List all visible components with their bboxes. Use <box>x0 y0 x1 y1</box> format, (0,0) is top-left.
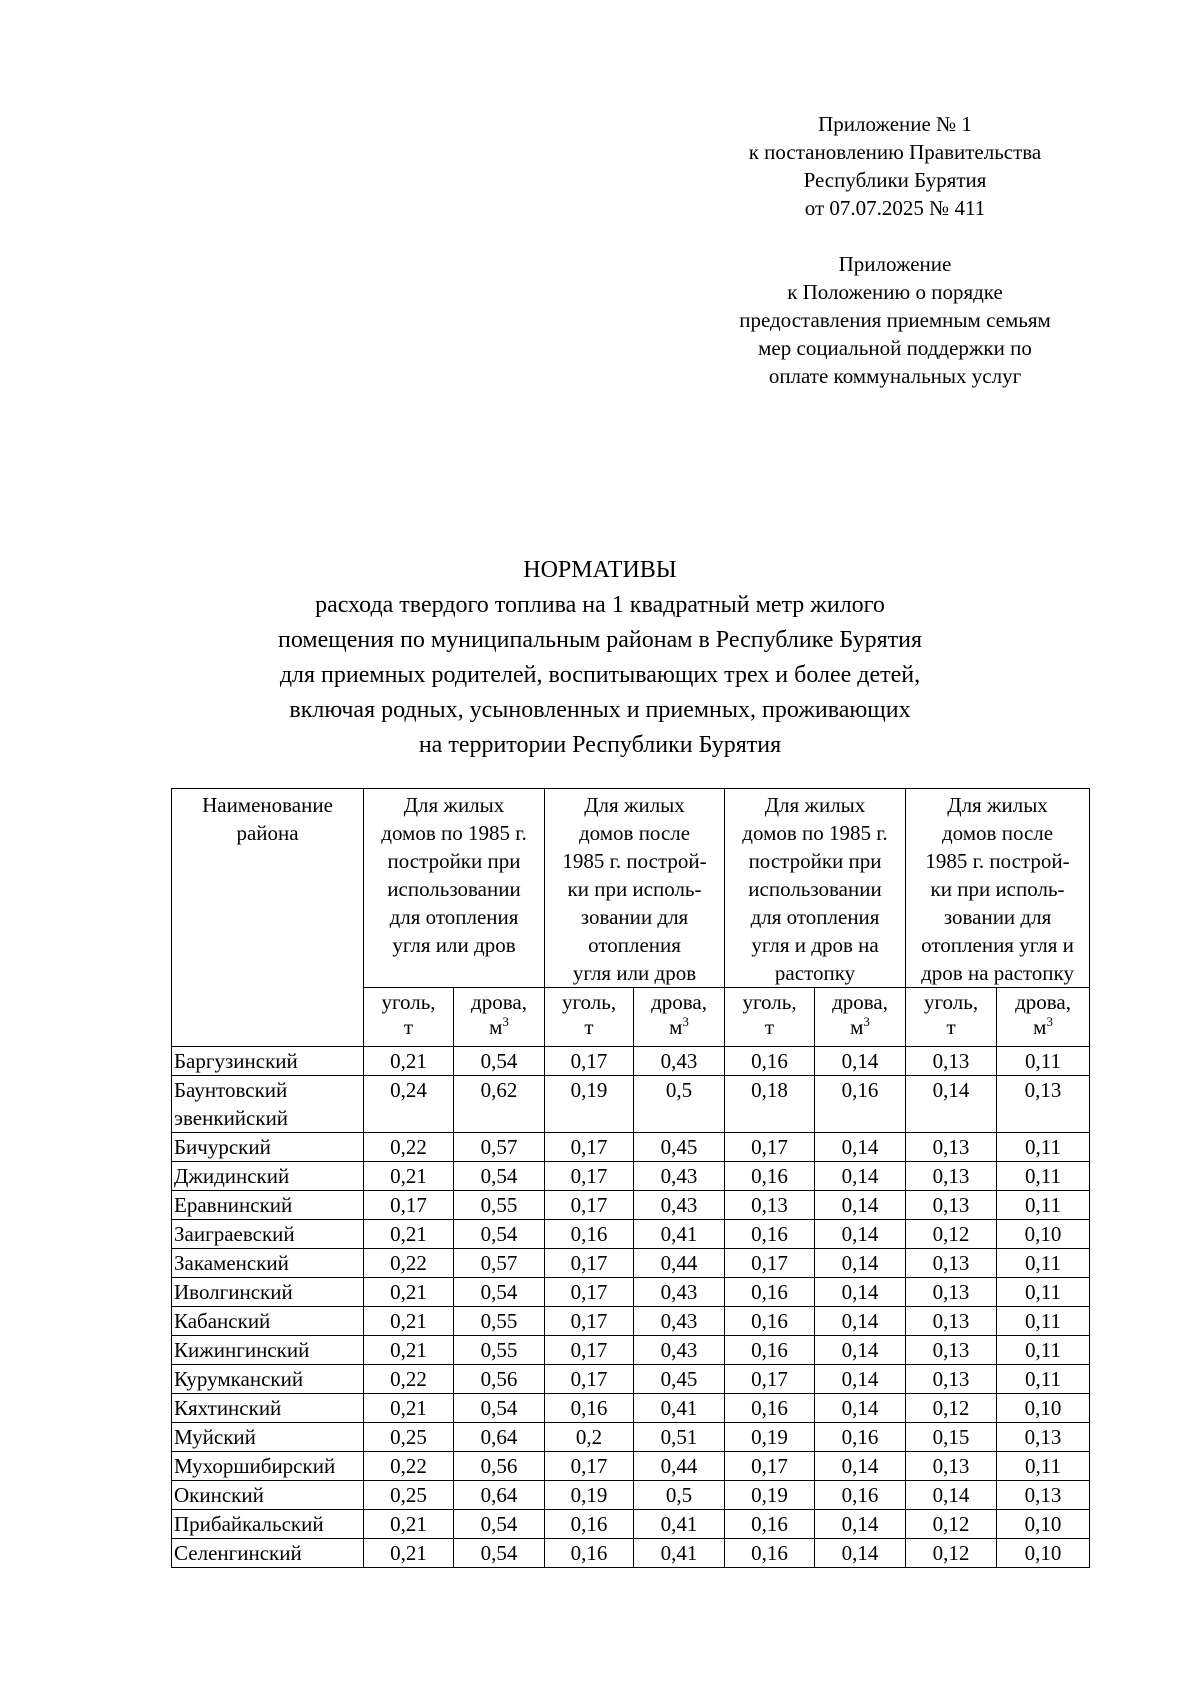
coal-value-cell: 0,25 <box>364 1423 454 1452</box>
coal-value-cell: 0,17 <box>725 1249 815 1278</box>
appendix-1-block <box>690 110 1100 222</box>
wood-value-cell: 0,11 <box>997 1133 1090 1162</box>
unit-header-coal: уголь, т <box>364 988 454 1047</box>
title-heading: НОРМАТИВЫ <box>523 557 677 583</box>
wood-value-cell: 0,13 <box>997 1076 1090 1133</box>
coal-value-cell: 0,17 <box>545 1452 634 1481</box>
coal-value-cell: 0,19 <box>545 1076 634 1133</box>
wood-value-cell: 0,41 <box>634 1220 725 1249</box>
district-name-cell: Кабанский <box>172 1307 364 1336</box>
coal-value-cell: 0,22 <box>364 1452 454 1481</box>
district-name-cell: Кижингинский <box>172 1336 364 1365</box>
table-row <box>172 1307 1090 1336</box>
title-line: включая родных, усыновленных и приемных, проживающих <box>289 697 911 723</box>
coal-value-cell: 0,21 <box>364 1220 454 1249</box>
appendix-1-line: Республики Бурятия <box>803 168 987 192</box>
wood-value-cell: 0,14 <box>815 1047 906 1076</box>
title-line: расхода твердого топлива на 1 квадратный метр жилого <box>315 592 885 618</box>
wood-value-cell: 0,14 <box>815 1249 906 1278</box>
coal-value-cell: 0,22 <box>364 1249 454 1278</box>
wood-value-cell: 0,51 <box>634 1423 725 1452</box>
wood-value-cell: 0,64 <box>454 1481 545 1510</box>
coal-value-cell: 0,16 <box>545 1510 634 1539</box>
coal-value-cell: 0,13 <box>906 1365 997 1394</box>
coal-value-cell: 0,17 <box>725 1365 815 1394</box>
coal-value-cell: 0,16 <box>545 1394 634 1423</box>
appendix-2-line: предоставления приемным семьям <box>739 308 1051 332</box>
coal-value-cell: 0,22 <box>364 1133 454 1162</box>
appendix-1-line: от 07.07.2025 № 411 <box>804 196 986 220</box>
wood-value-cell: 0,14 <box>815 1307 906 1336</box>
wood-value-cell: 0,14 <box>815 1336 906 1365</box>
wood-value-cell: 0,10 <box>997 1539 1090 1568</box>
wood-value-cell: 0,5 <box>634 1076 725 1133</box>
table-row <box>172 1481 1090 1510</box>
wood-value-cell: 0,43 <box>634 1162 725 1191</box>
wood-value-cell: 0,43 <box>634 1191 725 1220</box>
wood-value-cell: 0,14 <box>815 1278 906 1307</box>
coal-value-cell: 0,16 <box>725 1220 815 1249</box>
coal-value-cell: 0,17 <box>545 1047 634 1076</box>
coal-value-cell: 0,17 <box>545 1365 634 1394</box>
wood-value-cell: 0,13 <box>997 1423 1090 1452</box>
wood-value-cell: 0,55 <box>454 1336 545 1365</box>
coal-value-cell: 0,13 <box>906 1452 997 1481</box>
coal-value-cell: 0,21 <box>364 1047 454 1076</box>
district-name-cell: Баргузинский <box>172 1047 364 1076</box>
wood-value-cell: 0,16 <box>815 1076 906 1133</box>
appendix-2-block <box>690 250 1100 390</box>
coal-value-cell: 0,21 <box>364 1307 454 1336</box>
wood-value-cell: 0,14 <box>815 1394 906 1423</box>
unit-header-coal: уголь, т <box>725 988 815 1047</box>
wood-value-cell: 0,54 <box>454 1539 545 1568</box>
coal-value-cell: 0,13 <box>906 1162 997 1191</box>
coal-value-cell: 0,16 <box>725 1539 815 1568</box>
coal-value-cell: 0,16 <box>545 1539 634 1568</box>
coal-value-cell: 0,16 <box>725 1162 815 1191</box>
coal-value-cell: 0,17 <box>545 1133 634 1162</box>
wood-value-cell: 0,41 <box>634 1510 725 1539</box>
table-row <box>172 1220 1090 1249</box>
district-name-cell: Курумканский <box>172 1365 364 1394</box>
wood-value-cell: 0,11 <box>997 1452 1090 1481</box>
district-name-cell: Кяхтинский <box>172 1394 364 1423</box>
column-header-district: Наименование района <box>172 789 364 1047</box>
coal-value-cell: 0,19 <box>545 1481 634 1510</box>
coal-value-cell: 0,17 <box>725 1133 815 1162</box>
coal-value-cell: 0,16 <box>725 1278 815 1307</box>
wood-value-cell: 0,54 <box>454 1220 545 1249</box>
coal-value-cell: 0,25 <box>364 1481 454 1510</box>
coal-value-cell: 0,21 <box>364 1510 454 1539</box>
title-line: на территории Республики Бурятия <box>418 732 782 758</box>
wood-value-cell: 0,54 <box>454 1510 545 1539</box>
wood-value-cell: 0,56 <box>454 1452 545 1481</box>
norms-table <box>171 788 1090 1568</box>
wood-value-cell: 0,41 <box>634 1539 725 1568</box>
table-row <box>172 1510 1090 1539</box>
coal-value-cell: 0,14 <box>906 1481 997 1510</box>
table-row <box>172 1162 1090 1191</box>
coal-value-cell: 0,17 <box>545 1307 634 1336</box>
table-row <box>172 1452 1090 1481</box>
wood-value-cell: 0,41 <box>634 1394 725 1423</box>
wood-value-cell: 0,54 <box>454 1278 545 1307</box>
coal-value-cell: 0,17 <box>725 1452 815 1481</box>
wood-value-cell: 0,10 <box>997 1220 1090 1249</box>
coal-value-cell: 0,21 <box>364 1394 454 1423</box>
unit-header-coal: уголь, т <box>545 988 634 1047</box>
coal-value-cell: 0,22 <box>364 1365 454 1394</box>
wood-value-cell: 0,14 <box>815 1510 906 1539</box>
wood-value-cell: 0,10 <box>997 1394 1090 1423</box>
wood-value-cell: 0,43 <box>634 1307 725 1336</box>
appendix-1-line: к постановлению Правительства <box>748 140 1042 164</box>
coal-value-cell: 0,13 <box>906 1191 997 1220</box>
district-name-cell: Иволгинский <box>172 1278 364 1307</box>
coal-value-cell: 0,21 <box>364 1162 454 1191</box>
wood-value-cell: 0,11 <box>997 1191 1090 1220</box>
table-row <box>172 1336 1090 1365</box>
wood-value-cell: 0,14 <box>815 1133 906 1162</box>
coal-value-cell: 0,12 <box>906 1394 997 1423</box>
coal-value-cell: 0,21 <box>364 1539 454 1568</box>
wood-value-cell: 0,13 <box>997 1481 1090 1510</box>
coal-value-cell: 0,13 <box>906 1133 997 1162</box>
coal-value-cell: 0,13 <box>906 1249 997 1278</box>
coal-value-cell: 0,13 <box>906 1047 997 1076</box>
wood-value-cell: 0,11 <box>997 1278 1090 1307</box>
district-name-cell: Джидинский <box>172 1162 364 1191</box>
wood-value-cell: 0,14 <box>815 1452 906 1481</box>
wood-value-cell: 0,14 <box>815 1220 906 1249</box>
unit-header-wood: дрова, $м^3$ <box>634 988 725 1047</box>
table-row <box>172 1423 1090 1452</box>
wood-value-cell: 0,11 <box>997 1307 1090 1336</box>
coal-value-cell: 0,17 <box>545 1278 634 1307</box>
wood-value-cell: 0,43 <box>634 1047 725 1076</box>
column-group-header: Для жилых домов по 1985 г. постройки при использовании для отопления угля и дров на растопку <box>725 789 906 988</box>
coal-value-cell: 0,16 <box>725 1047 815 1076</box>
wood-value-cell: 0,11 <box>997 1249 1090 1278</box>
coal-value-cell: 0,19 <box>725 1481 815 1510</box>
wood-value-cell: 0,43 <box>634 1336 725 1365</box>
appendix-2-line: Приложение <box>838 252 952 276</box>
wood-value-cell: 0,44 <box>634 1249 725 1278</box>
district-name-cell: Баунтовский эвенкийский <box>172 1076 364 1133</box>
wood-value-cell: 0,14 <box>815 1365 906 1394</box>
coal-value-cell: 0,18 <box>725 1076 815 1133</box>
column-group-header: Для жилых домов после 1985 г. построй- ки при исполь- зовании для отопления угля или дров <box>545 789 725 988</box>
table-row <box>172 1278 1090 1307</box>
coal-value-cell: 0,17 <box>545 1162 634 1191</box>
wood-value-cell: 0,5 <box>634 1481 725 1510</box>
coal-value-cell: 0,13 <box>906 1278 997 1307</box>
wood-value-cell: 0,54 <box>454 1047 545 1076</box>
wood-value-cell: 0,54 <box>454 1162 545 1191</box>
unit-header-coal: уголь, т <box>906 988 997 1047</box>
wood-value-cell: 0,57 <box>454 1249 545 1278</box>
table-row <box>172 1249 1090 1278</box>
wood-value-cell: 0,16 <box>815 1481 906 1510</box>
district-name-cell: Закаменский <box>172 1249 364 1278</box>
coal-value-cell: 0,17 <box>364 1191 454 1220</box>
district-name-cell: Заиграевский <box>172 1220 364 1249</box>
coal-value-cell: 0,12 <box>906 1539 997 1568</box>
document-title <box>0 553 1200 763</box>
wood-value-cell: 0,54 <box>454 1394 545 1423</box>
wood-value-cell: 0,14 <box>815 1539 906 1568</box>
wood-value-cell: 0,55 <box>454 1191 545 1220</box>
coal-value-cell: 0,13 <box>906 1336 997 1365</box>
wood-value-cell: 0,10 <box>997 1510 1090 1539</box>
title-line: для приемных родителей, воспитывающих трех и более детей, <box>279 662 921 688</box>
district-name-cell: Бичурский <box>172 1133 364 1162</box>
wood-value-cell: 0,55 <box>454 1307 545 1336</box>
table-row <box>172 1394 1090 1423</box>
district-name-cell: Еравнинский <box>172 1191 364 1220</box>
coal-value-cell: 0,12 <box>906 1220 997 1249</box>
coal-value-cell: 0,16 <box>545 1220 634 1249</box>
coal-value-cell: 0,15 <box>906 1423 997 1452</box>
coal-value-cell: 0,13 <box>906 1307 997 1336</box>
appendix-2-line: мер социальной поддержки по <box>758 336 1032 360</box>
coal-value-cell: 0,16 <box>725 1336 815 1365</box>
appendix-1-line: Приложение № 1 <box>818 112 972 136</box>
district-name-cell: Прибайкальский <box>172 1510 364 1539</box>
table-row <box>172 1365 1090 1394</box>
wood-value-cell: 0,11 <box>997 1336 1090 1365</box>
column-group-header: Для жилых домов по 1985 г. постройки при использовании для отопления угля или дров <box>364 789 545 988</box>
coal-value-cell: 0,17 <box>545 1249 634 1278</box>
table-row <box>172 1133 1090 1162</box>
coal-value-cell: 0,24 <box>364 1076 454 1133</box>
coal-value-cell: 0,14 <box>906 1076 997 1133</box>
coal-value-cell: 0,21 <box>364 1278 454 1307</box>
coal-value-cell: 0,16 <box>725 1307 815 1336</box>
wood-value-cell: 0,11 <box>997 1365 1090 1394</box>
wood-value-cell: 0,16 <box>815 1423 906 1452</box>
coal-value-cell: 0,13 <box>725 1191 815 1220</box>
coal-value-cell: 0,21 <box>364 1336 454 1365</box>
wood-value-cell: 0,44 <box>634 1452 725 1481</box>
table-header-row <box>172 789 1090 988</box>
wood-value-cell: 0,56 <box>454 1365 545 1394</box>
coal-value-cell: 0,17 <box>545 1191 634 1220</box>
appendix-2-line: к Положению о порядке <box>787 280 1003 304</box>
coal-value-cell: 0,16 <box>725 1394 815 1423</box>
column-group-header: Для жилых домов после 1985 г. построй- ки при исполь- зовании для отопления угля и дров на растопку <box>906 789 1090 988</box>
table-row <box>172 1539 1090 1568</box>
wood-value-cell: 0,45 <box>634 1133 725 1162</box>
district-name-cell: Муйский <box>172 1423 364 1452</box>
table-body <box>172 1047 1090 1568</box>
wood-value-cell: 0,11 <box>997 1162 1090 1191</box>
coal-value-cell: 0,17 <box>545 1336 634 1365</box>
wood-value-cell: 0,45 <box>634 1365 725 1394</box>
wood-value-cell: 0,14 <box>815 1162 906 1191</box>
wood-value-cell: 0,11 <box>997 1047 1090 1076</box>
wood-value-cell: 0,14 <box>815 1191 906 1220</box>
table-row <box>172 1191 1090 1220</box>
table-row <box>172 1076 1090 1133</box>
unit-header-wood: дрова, $м^3$ <box>454 988 545 1047</box>
unit-header-wood: дрова, $м^3$ <box>815 988 906 1047</box>
wood-value-cell: 0,57 <box>454 1133 545 1162</box>
wood-value-cell: 0,64 <box>454 1423 545 1452</box>
unit-header-wood: дрова, $м^3$ <box>997 988 1090 1047</box>
district-name-cell: Мухоршибирский <box>172 1452 364 1481</box>
district-name-cell: Селенгинский <box>172 1539 364 1568</box>
district-name-cell: Окинский <box>172 1481 364 1510</box>
title-line: помещения по муниципальным районам в Республике Бурятия <box>278 627 922 653</box>
wood-value-cell: 0,43 <box>634 1278 725 1307</box>
coal-value-cell: 0,12 <box>906 1510 997 1539</box>
coal-value-cell: 0,19 <box>725 1423 815 1452</box>
table-row <box>172 1047 1090 1076</box>
appendix-2-line: оплате коммунальных услуг <box>768 364 1022 388</box>
wood-value-cell: 0,62 <box>454 1076 545 1133</box>
coal-value-cell: 0,2 <box>545 1423 634 1452</box>
coal-value-cell: 0,16 <box>725 1510 815 1539</box>
